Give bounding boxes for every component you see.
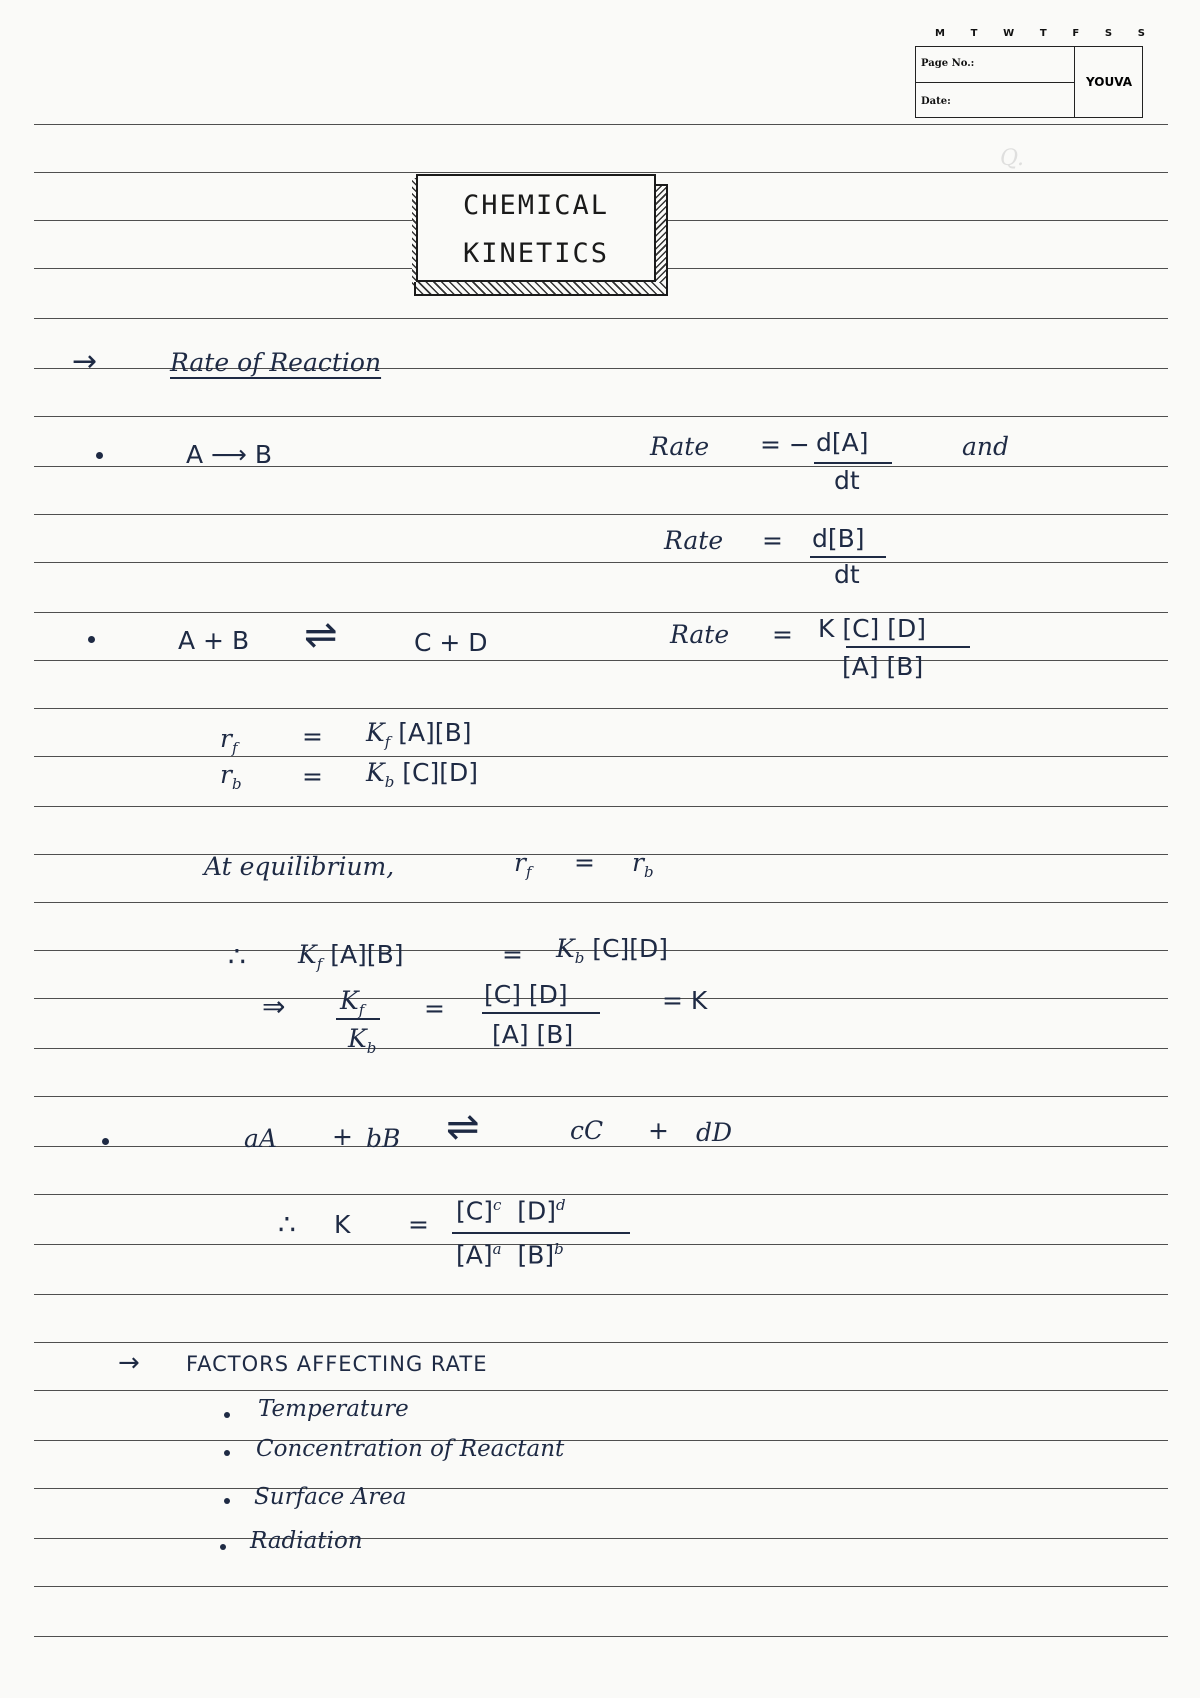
section-heading: Rate of Reaction — [170, 348, 382, 377]
right-arrow-icon: → — [72, 344, 98, 379]
plus-sign: + — [332, 1122, 353, 1151]
rule-line — [34, 514, 1168, 515]
fraction-bar — [846, 646, 970, 648]
header-divider — [915, 82, 1074, 83]
bullet-point — [220, 1544, 226, 1550]
rate-numerator: d[B] — [812, 524, 865, 553]
rate-denominator: dt — [834, 466, 860, 495]
page-subtitle: KINETICS — [462, 238, 610, 269]
rule-line — [34, 1586, 1168, 1587]
product-term: dD — [696, 1118, 733, 1147]
fraction-bar — [814, 462, 892, 464]
rule-line — [34, 1636, 1168, 1637]
fraction-bar — [482, 1012, 600, 1014]
bullet-point — [102, 1138, 109, 1145]
weekday-label: W — [1003, 28, 1015, 39]
equilibrium-arrow-icon: ⇌ — [304, 612, 338, 658]
rule-line — [34, 1342, 1168, 1343]
fraction-denominator: $K_b$ — [348, 1024, 377, 1057]
rate-denominator: dt — [834, 560, 860, 589]
forward-rate-symbol: $r_f$ — [220, 724, 238, 757]
factor-item: Surface Area — [254, 1484, 407, 1510]
weekday-strip — [935, 28, 1145, 39]
forward-rate-expression: $K_f$ [A][B] — [366, 718, 472, 751]
factor-item: Temperature — [258, 1396, 409, 1422]
rule-line — [34, 172, 1168, 173]
rule-line — [34, 612, 1168, 613]
rule-line — [34, 1194, 1168, 1195]
rule-line — [34, 1294, 1168, 1295]
equals-sign: = — [424, 994, 445, 1023]
implies-arrow-icon: ⇒ — [262, 990, 286, 1023]
factors-heading: FACTORS AFFECTING RATE — [186, 1352, 488, 1376]
connector-text: and — [962, 432, 1010, 461]
rule-line — [34, 1146, 1168, 1147]
brand-logo: YOUVA — [1074, 46, 1143, 118]
rule-line — [34, 806, 1168, 807]
rate-sign: = — [762, 526, 783, 555]
therefore-symbol: ∴ — [228, 940, 246, 973]
fraction-numerator: $K_f$ — [340, 986, 365, 1019]
weekday-label: S — [1137, 28, 1145, 39]
rule-line — [34, 1440, 1168, 1441]
equals-sign: = — [302, 722, 323, 751]
plus-sign: + — [648, 1116, 669, 1145]
fraction-bar — [452, 1232, 630, 1234]
rule-line — [34, 1096, 1168, 1097]
backward-rate-symbol: $r_b$ — [632, 848, 654, 881]
backward-rate-expression: $K_b$ [C][D] — [366, 758, 478, 791]
rule-line — [34, 1538, 1168, 1539]
product-term: cC — [570, 1116, 604, 1145]
rate-numerator: K [C] [D] — [818, 614, 927, 643]
rule-line — [34, 902, 1168, 903]
factor-item: Concentration of Reactant — [256, 1436, 565, 1462]
rate-denominator: [A] [B] — [842, 652, 924, 681]
equilibrium-arrow-icon: ⇌ — [446, 1104, 480, 1150]
equilibrium-constant: = K — [662, 986, 708, 1015]
date-label: Date: — [921, 96, 951, 107]
weekday-label: F — [1072, 28, 1080, 39]
equilibrium-constant: K — [334, 1210, 351, 1239]
bleed-through-text: Q. — [1000, 146, 1024, 171]
title-box-hatch — [656, 184, 668, 294]
rate-label: Rate — [664, 526, 724, 555]
k-denominator: $[A]^a$ $[B]^b$ — [456, 1240, 564, 1270]
rule-line — [34, 660, 1168, 661]
reactant-term: aA — [244, 1124, 277, 1153]
page-no-label: Page No.: — [921, 58, 975, 69]
rule-line — [34, 756, 1168, 757]
bullet-point — [96, 452, 103, 459]
title-box-hatch — [414, 282, 668, 296]
fraction-numerator: [C] [D] — [484, 980, 568, 1009]
equals-sign: = — [574, 848, 595, 877]
bullet-point — [224, 1412, 230, 1418]
rule-line — [34, 998, 1168, 999]
reaction-a-to-b: A ⟶ B — [186, 440, 272, 469]
fraction-bar — [810, 556, 886, 558]
bullet-point — [224, 1450, 230, 1456]
factor-item: Radiation — [250, 1528, 363, 1554]
rate-label: Rate — [670, 620, 730, 649]
products: C + D — [414, 628, 488, 657]
bullet-point — [224, 1498, 230, 1504]
weekday-label: T — [1039, 28, 1047, 39]
rate-sign: = — [772, 620, 793, 649]
reactant-term: bB — [366, 1124, 401, 1153]
forward-rate-symbol: $r_f$ — [514, 848, 532, 881]
backward-rate-symbol: $r_b$ — [220, 760, 242, 793]
therefore-symbol: ∴ — [278, 1208, 296, 1241]
fraction-bar — [336, 1018, 380, 1020]
equals-sign: = — [302, 762, 323, 791]
equals-sign: = — [408, 1210, 429, 1239]
equilibrium-text: At equilibrium, — [204, 852, 395, 881]
rule-line — [34, 708, 1168, 709]
bullet-point — [88, 636, 95, 643]
rule-line — [34, 1488, 1168, 1489]
k-numerator: $[C]^c$ $[D]^d$ — [456, 1196, 566, 1226]
rate-sign: = − — [760, 430, 810, 459]
reactants: A + B — [178, 626, 250, 655]
weekday-label: S — [1104, 28, 1113, 39]
rule-line — [34, 1244, 1168, 1245]
page-title: CHEMICAL — [462, 190, 610, 221]
rate-numerator: d[A] — [816, 428, 869, 457]
rule-line — [34, 318, 1168, 319]
rule-line — [34, 124, 1168, 125]
rule-line — [34, 416, 1168, 417]
weekday-label: M — [935, 28, 945, 39]
weekday-label: T — [970, 28, 978, 39]
rule-line — [34, 1048, 1168, 1049]
rule-line — [34, 1390, 1168, 1391]
equals-sign: = — [502, 940, 523, 969]
rate-label: Rate — [650, 432, 710, 461]
right-arrow-icon: → — [118, 1348, 140, 1378]
fraction-denominator: [A] [B] — [492, 1020, 574, 1049]
derivation-rhs: $K_b$ [C][D] — [556, 934, 668, 967]
derivation-lhs: $K_f$ [A][B] — [298, 940, 404, 973]
rule-line — [34, 562, 1168, 563]
